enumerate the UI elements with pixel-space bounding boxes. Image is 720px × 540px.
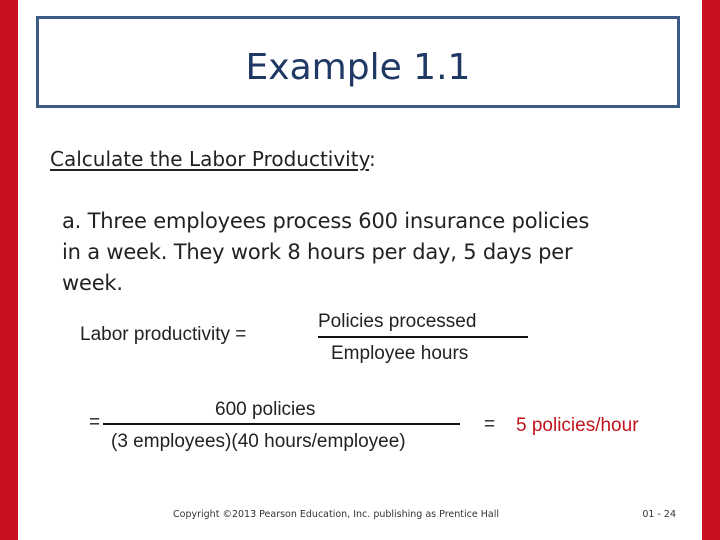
- calc-equals-sign: =: [89, 412, 101, 433]
- right-accent-bar: [702, 0, 720, 540]
- formula-denominator: Employee hours: [331, 343, 469, 364]
- calc-result: 5 policies/hour: [516, 415, 639, 436]
- formula-label: Labor productivity =: [80, 324, 247, 345]
- problem-line-3: week.: [62, 271, 123, 295]
- result-equals-sign: =: [484, 414, 496, 435]
- calc-denominator: (3 employees)(40 hours/employee): [111, 431, 406, 452]
- heading: [50, 147, 376, 171]
- footer-copyright: Copyright ©2013 Pearson Education, Inc. publishing as Prentice Hall: [173, 509, 499, 520]
- problem-line-2: in a week. They work 8 hours per day, 5 days per: [62, 240, 573, 264]
- heading-colon: :: [368, 147, 376, 171]
- title-box: [36, 16, 680, 108]
- problem-statement: [62, 206, 662, 299]
- slide-title: Example 1.1: [245, 46, 471, 88]
- problem-line-1: a. Three employees process 600 insurance policies: [62, 209, 590, 233]
- heading-label: Calculate the Labor Productivity: [50, 147, 369, 171]
- left-accent-bar: [0, 0, 18, 540]
- footer-page-number: 01 - 24: [642, 509, 676, 520]
- formula-fraction-line: [318, 336, 528, 338]
- calc-fraction-line: [103, 423, 460, 425]
- formula-numerator: Policies processed: [318, 311, 477, 332]
- calc-numerator: 600 policies: [215, 399, 316, 420]
